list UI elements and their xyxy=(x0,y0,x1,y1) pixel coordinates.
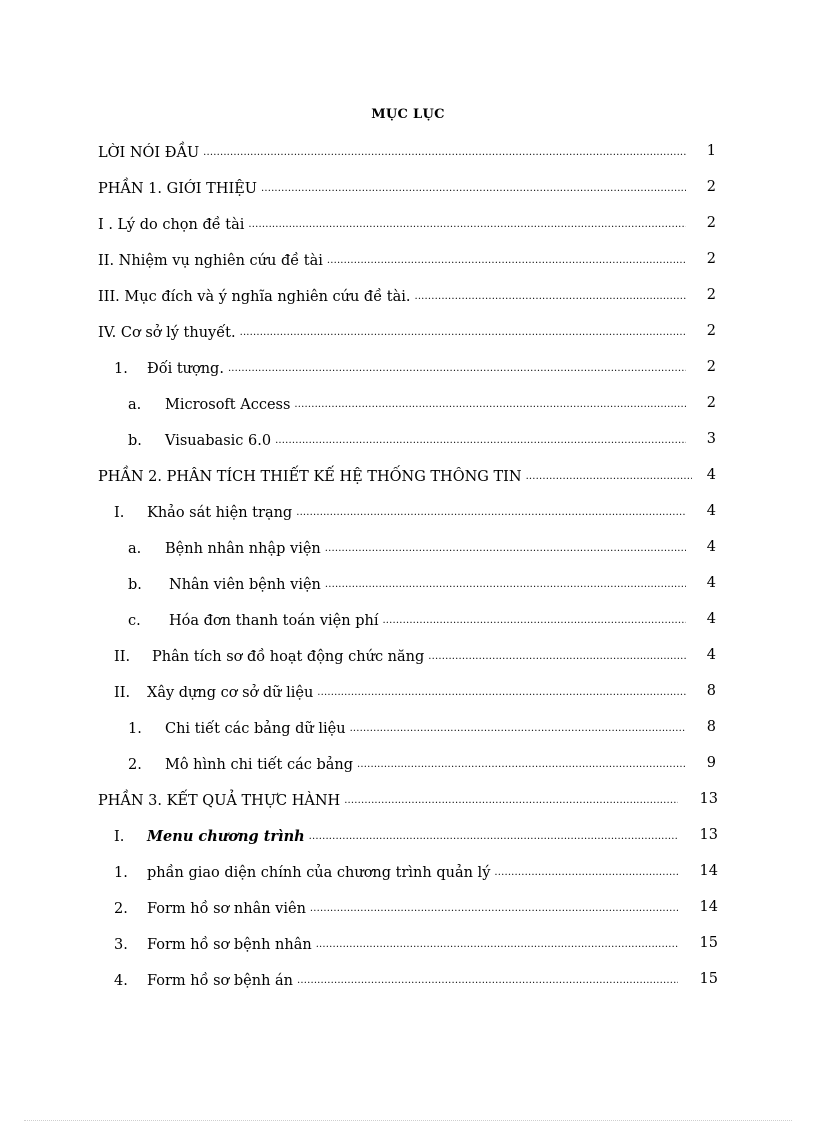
toc-entry-text: phần giao diện chính của chương trình quản lý xyxy=(147,865,491,881)
toc-entry-text: II. Nhiệm vụ nghiên cứu đề tài xyxy=(98,253,323,269)
toc-entry[interactable] xyxy=(128,392,716,414)
toc-entry-text: Microsoft Access xyxy=(165,397,291,413)
toc-leader-dots xyxy=(240,327,686,339)
toc-entry-number: a. xyxy=(128,541,142,557)
toc-leader-dots xyxy=(428,651,686,663)
toc-entry-number: 4. xyxy=(114,973,128,989)
toc-entry-number: b. xyxy=(128,577,142,593)
toc-entry[interactable] xyxy=(114,644,716,666)
toc-page-number: 2 xyxy=(706,251,716,267)
toc-entry-number: c. xyxy=(128,613,141,629)
toc-entry-text: III. Mục đích và ý nghĩa nghiên cứu đề tài. xyxy=(98,289,411,305)
toc-entry[interactable] xyxy=(98,788,718,810)
toc-entry[interactable] xyxy=(128,428,716,450)
toc-page-number: 14 xyxy=(699,899,718,915)
toc-leader-dots xyxy=(350,723,686,735)
toc-entry-text: Form hồ sơ bệnh nhân xyxy=(147,937,312,953)
toc-entry[interactable] xyxy=(98,212,716,234)
toc-page-number: 2 xyxy=(706,395,716,411)
toc-page-number: 15 xyxy=(699,971,718,987)
toc-entry[interactable] xyxy=(128,536,716,558)
toc-entry-text: Đối tượng. xyxy=(147,361,224,377)
toc-entry-number: II. xyxy=(114,649,131,665)
toc-page-number: 2 xyxy=(706,215,716,231)
toc-entry-text: Chi tiết các bảng dữ liệu xyxy=(165,721,346,737)
toc-page-number: 8 xyxy=(706,719,716,735)
toc-entry[interactable] xyxy=(98,284,716,306)
toc-entry-text: PHẦN 3. KẾT QUẢ THỰC HÀNH xyxy=(98,793,341,809)
toc-entry-text: Xây dựng cơ sở dữ liệu xyxy=(147,685,314,701)
toc-entry-text: Bệnh nhân nhập viện xyxy=(165,541,321,557)
toc-entry-text: PHẦN 2. PHÂN TÍCH THIẾT KẾ HỆ THỐNG THÔNG TIN xyxy=(98,469,522,485)
toc-leader-dots xyxy=(494,867,678,879)
toc-leader-dots xyxy=(325,579,686,591)
toc-entry-text: Hóa đơn thanh toán viện phí xyxy=(169,613,379,629)
toc-title: MỤC LỤC xyxy=(371,107,445,122)
toc-leader-dots xyxy=(294,399,686,411)
toc-entry[interactable] xyxy=(98,320,716,342)
toc-leader-dots xyxy=(317,687,686,699)
toc-entry-number: 3. xyxy=(114,937,128,953)
toc-page-number: 9 xyxy=(706,755,716,771)
toc-entry[interactable] xyxy=(128,608,716,630)
toc-entry[interactable] xyxy=(114,968,718,990)
toc-page-number: 13 xyxy=(699,791,718,807)
toc-page-number: 4 xyxy=(706,575,716,591)
toc-page-number: 13 xyxy=(699,827,718,843)
toc-entry-text: Visuabasic 6.0 xyxy=(165,433,272,449)
toc-entry[interactable] xyxy=(114,896,718,918)
toc-leader-dots xyxy=(310,903,678,915)
toc-leader-dots xyxy=(297,975,678,987)
toc-entry-text: Nhân viên bệnh viện xyxy=(169,577,321,593)
toc-entry-number: I. xyxy=(114,829,125,845)
toc-page-number: 4 xyxy=(706,611,716,627)
toc-entry-text: Form hồ sơ nhân viên xyxy=(147,901,306,917)
toc-page-number: 4 xyxy=(706,539,716,555)
toc-entry-text: LỜI NÓI ĐẦU xyxy=(98,145,200,161)
toc-entry[interactable] xyxy=(128,572,716,594)
toc-page-number: 2 xyxy=(706,179,716,195)
toc-page-number: 2 xyxy=(706,287,716,303)
toc-entry-text: PHẦN 1. GIỚI THIỆU xyxy=(98,181,257,197)
toc-page-number: 4 xyxy=(706,647,716,663)
toc-entry[interactable] xyxy=(98,140,716,162)
toc-leader-dots xyxy=(344,795,678,807)
toc-leader-dots xyxy=(316,939,678,951)
toc-page-number: 1 xyxy=(706,143,716,159)
toc-leader-dots xyxy=(414,291,686,303)
toc-page-number: 8 xyxy=(706,683,716,699)
toc-entry[interactable] xyxy=(114,500,716,522)
toc-entry[interactable] xyxy=(114,860,718,882)
toc-entry[interactable] xyxy=(114,932,718,954)
toc-leader-dots xyxy=(526,471,692,483)
toc-entry[interactable] xyxy=(114,356,716,378)
toc-entry-text: Phân tích sơ đồ hoạt động chức năng xyxy=(152,649,425,665)
toc-leader-dots xyxy=(382,615,686,627)
toc-page-number: 4 xyxy=(706,503,716,519)
toc-leader-dots xyxy=(261,183,686,195)
toc-entry[interactable] xyxy=(114,680,716,702)
toc-page-number: 4 xyxy=(706,467,716,483)
toc-leader-dots xyxy=(296,507,686,519)
toc-entry-number: a. xyxy=(128,397,142,413)
toc-leader-dots xyxy=(357,759,686,771)
toc-page-number: 15 xyxy=(699,935,718,951)
toc-entry[interactable] xyxy=(128,752,716,774)
toc-leader-dots xyxy=(248,219,686,231)
toc-leader-dots xyxy=(309,831,678,843)
toc-entry-text: I . Lý do chọn đề tài xyxy=(98,217,245,233)
toc-page-number: 14 xyxy=(699,863,718,879)
toc-entry[interactable] xyxy=(114,824,718,846)
toc-leader-dots xyxy=(325,543,686,555)
toc-page-number: 2 xyxy=(706,359,716,375)
toc-entry-number: 1. xyxy=(114,865,128,881)
toc-entry-number: II. xyxy=(114,685,131,701)
page-bottom-divider xyxy=(24,1120,792,1121)
toc-page-number: 3 xyxy=(706,431,716,447)
toc-entry-number: b. xyxy=(128,433,142,449)
toc-leader-dots xyxy=(327,255,686,267)
toc-leader-dots xyxy=(228,363,686,375)
toc-page-number: 2 xyxy=(706,323,716,339)
toc-entry-text: Mô hình chi tiết các bảng xyxy=(165,757,354,773)
toc-entry[interactable] xyxy=(98,176,716,198)
toc-entry-number: 2. xyxy=(128,757,142,773)
toc-entry[interactable] xyxy=(98,464,716,486)
toc-entry-text: IV. Cơ sở lý thuyết. xyxy=(98,325,236,341)
toc-entry-number: 1. xyxy=(128,721,142,737)
toc-leader-dots xyxy=(275,435,686,447)
toc-entry-number: 2. xyxy=(114,901,128,917)
toc-entry-text: Menu chương trình xyxy=(147,828,305,845)
toc-entry-text: Khảo sát hiện trạng xyxy=(147,505,293,521)
toc-entry-number: I. xyxy=(114,505,125,521)
toc-entry[interactable] xyxy=(98,248,716,270)
toc-leader-dots xyxy=(203,147,686,159)
toc-entry-text: Form hồ sơ bệnh án xyxy=(147,973,294,989)
toc-entry[interactable] xyxy=(128,716,716,738)
toc-entry-number: 1. xyxy=(114,361,128,377)
